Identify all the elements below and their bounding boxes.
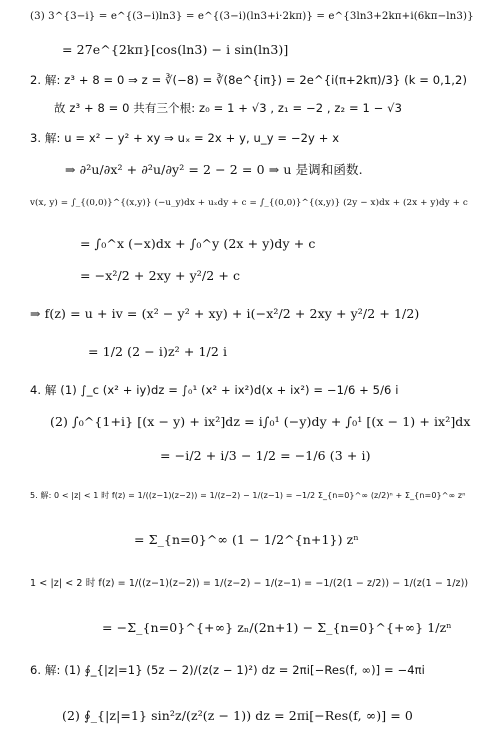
line-q5-annulus: 1 < |z| < 2 时 f(z) = 1/((z−1)(z−2)) = 1/(z−2) − 1/(z−1) = −1/(2(1 − z/2)) − 1/(z(1 − 1/z)) <box>30 578 469 589</box>
line-q6-2: (2) ∮_{|z|=1} sin²z/(z²(z − 1)) dz = 2πi[−Res(f, ∞)] = 0 <box>62 708 413 723</box>
line-q3-u: 3. 解: u = x² − y² + xy ⇒ uₓ = 2x + y, u_y = −2y + x <box>30 131 340 145</box>
line-q3-harmonic: ⇒ ∂²u/∂x² + ∂²u/∂y² = 2 − 2 = 0 ⇒ u 是调和函数. <box>65 162 363 177</box>
line-q5-annulus-result: = −Σ_{n=0}^{+∞} zₙ/(2n+1) − Σ_{n=0}^{+∞} 1/zⁿ <box>102 620 452 635</box>
line-q3-f-result: = 1/2 (2 − i)z² + 1/2 i <box>88 344 228 359</box>
line-q6-1: 6. 解: (1) ∮_{|z|=1} (5z − 2)/(z(z − 1)²) dz = 2πi[−Res(f, ∞)] = −4πi <box>30 663 425 677</box>
line-q4-2-result: = −i/2 + i/3 − 1/2 = −1/6 (3 + i) <box>160 448 371 463</box>
line-q3-f: ⇒ f(z) = u + iv = (x² − y² + xy) + i(−x²/2 + 2xy + y²/2 + 1/2) <box>30 306 420 321</box>
line-q3-v-integral: v(x, y) = ∫_{(0,0)}^{(x,y)} (−u_y)dx + uₓdy + c = ∫_{(0,0)}^{(x,y)} (2y − x)dx + (2x + y)dy + c <box>30 198 468 208</box>
line-q2-roots: 2. 解: z³ + 8 = 0 ⇒ z = ∛(−8) = ∛(8e^{iπ}) = 2e^{i(π+2kπ)/3} (k = 0,1,2) <box>30 73 468 87</box>
line-q4-1: 4. 解 (1) ∫_c (x² + iy)dz = ∫₀¹ (x² + ix²)d(x + ix²) = −1/6 + 5/6 i <box>30 383 399 397</box>
line-q3-v-split: = ∫₀^x (−x)dx + ∫₀^y (2x + y)dy + c <box>80 236 316 251</box>
line-q5-inner-result: = Σ_{n=0}^∞ (1 − 1/2^{n+1}) zⁿ <box>134 532 359 547</box>
line-q3-v-result: = −x²/2 + 2xy + y²/2 + c <box>80 268 241 283</box>
line-q4-2: (2) ∫₀^{1+i} [(x − y) + ix²]dz = i∫₀¹ (−y)dy + ∫₀¹ [(x − 1) + ix²]dx <box>50 414 471 429</box>
line-q2-answer: 故 z³ + 8 = 0 共有三个根: z₀ = 1 + √3 , z₁ = −2 , z₂ = 1 − √3 <box>54 101 402 115</box>
line-3-3-result: = 27e^{2kπ}[cos(ln3) − i sin(ln3)] <box>62 42 289 57</box>
line-3-3-power: (3) 3^{3−i} = e^{(3−i)ln3} = e^{(3−i)(ln3+i·2kπ)} = e^{3ln3+2kπ+i(6kπ−ln3)} <box>30 10 474 22</box>
line-q5-inner: 5. 解: 0 < |z| < 1 时 f(z) = 1/((z−1)(z−2)) = 1/(z−2) − 1/(z−1) = −1/2 Σ_{n=0}^∞ (z/2)ⁿ + Σ_{n=0}^∞ zⁿ <box>30 491 466 500</box>
